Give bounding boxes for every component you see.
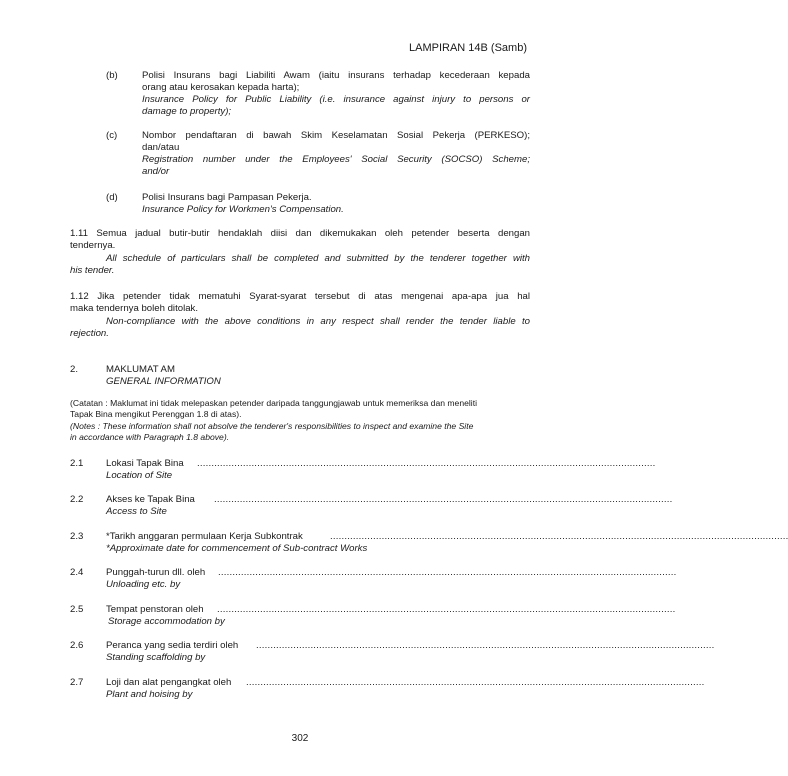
list-item-text-en: Insurance Policy for Public Liability (i.e. insurance against injury to persons or: [142, 94, 530, 105]
list-item-text-en: Insurance Policy for Workmen's Compensation.: [142, 204, 344, 215]
fill-in-line[interactable]: ................................................................................................................................................................: [218, 567, 677, 578]
clause-text-en: rejection.: [70, 328, 109, 339]
field-label-ms: Punggah-turun dll. oleh: [106, 567, 206, 578]
page-header: LAMPIRAN 14B (Samb): [409, 42, 527, 54]
list-item-text-ms: Polisi Insurans bagi Pampasan Pekerja.: [142, 192, 312, 203]
field-number: 2.7: [70, 677, 84, 688]
list-item-text-ms: Nombor pendaftaran di bawah Skim Keselamatan Sosial Pekerja (PERKESO);: [142, 130, 530, 141]
field-label-en: Access to Site: [106, 506, 167, 517]
field-number: 2.1: [70, 458, 84, 469]
field-number: 2.3: [70, 531, 84, 542]
clause-text-ms: maka tendernya boleh ditolak.: [70, 303, 198, 314]
field-label-en: Unloading etc. by: [106, 579, 181, 590]
list-item-text-en: Registration number under the Employees' Social Security (SOCSO) Scheme;: [142, 154, 530, 165]
list-item-text-ms: dan/atau: [142, 142, 180, 153]
fill-in-line[interactable]: ................................................................................................................................................................: [214, 494, 673, 505]
notes-ms: (Catatan : Maklumat ini tidak melepaskan petender daripada tanggungjawab untuk memeriksa dan meneliti: [70, 398, 478, 408]
field-label-en: *Approximate date for commencement of Sub-contract Works: [106, 543, 368, 554]
clause-text-ms: tendernya.: [70, 240, 116, 251]
clause-text-ms: 1.12 Jika petender tidak mematuhi Syarat-syarat tersebut di atas mengenai apa-apa jua hal: [70, 291, 530, 302]
section-title-en: GENERAL INFORMATION: [106, 376, 221, 387]
field-label-en: Standing scaffolding by: [106, 652, 206, 663]
field-number: 2.4: [70, 567, 84, 578]
clause-text-ms: 1.11 Semua jadual butir-butir hendaklah diisi dan dikemukakan oleh petender beserta dengan: [70, 228, 530, 239]
notes-en: in accordance with Paragraph 1.8 above).: [70, 432, 230, 442]
field-label-ms: *Tarikh anggaran permulaan Kerja Subkontrak: [106, 531, 303, 542]
field-label-en: Location of Site: [106, 470, 173, 481]
field-label-en: Storage accommodation by: [108, 616, 225, 627]
field-label-en: Plant and hoising by: [106, 689, 193, 700]
field-label-ms: Peranca yang sedia terdiri oleh: [106, 640, 239, 651]
fill-in-line[interactable]: ................................................................................................................................................................: [330, 531, 788, 542]
clause-text-en: All schedule of particulars shall be completed and submitted by the tenderer together with: [106, 253, 530, 264]
list-item-text-ms: orang atau kerosakan kepada harta);: [142, 82, 300, 93]
list-marker: (c): [106, 130, 118, 141]
list-marker: (d): [106, 192, 118, 203]
page-number: 302: [291, 733, 309, 744]
fill-in-line[interactable]: ................................................................................................................................................................: [217, 604, 676, 615]
notes-en: (Notes : These information shall not absolve the tenderer's responsibilities to inspect and examine the Site: [70, 421, 474, 431]
field-label-ms: Loji dan alat pengangkat oleh: [106, 677, 232, 688]
field-label-ms: Akses ke Tapak Bina: [106, 494, 195, 505]
fill-in-line[interactable]: ................................................................................................................................................................: [197, 458, 656, 469]
field-label-ms: Lokasi Tapak Bina: [106, 458, 184, 469]
field-number: 2.6: [70, 640, 84, 651]
field-number: 2.2: [70, 494, 84, 505]
notes-ms: Tapak Bina mengikut Perenggan 1.8 di atas).: [70, 409, 242, 419]
clause-text-en: Non-compliance with the above conditions in any respect shall render the tender liable to: [106, 316, 530, 327]
field-label-ms: Tempat penstoran oleh: [106, 604, 204, 615]
field-number: 2.5: [70, 604, 84, 615]
fill-in-line[interactable]: ................................................................................................................................................................: [246, 677, 705, 688]
list-item-text-en: and/or: [142, 166, 170, 177]
list-item-text-en: damage to property);: [142, 106, 232, 117]
list-item-text-ms: Polisi Insurans bagi Liabiliti Awam (iaitu insurans terhadap kecederaan kepada: [142, 70, 530, 81]
section-number: 2.: [70, 364, 79, 375]
list-marker: (b): [106, 70, 118, 81]
clause-text-en: his tender.: [70, 265, 115, 276]
section-title-ms: MAKLUMAT AM: [106, 364, 175, 375]
fill-in-line[interactable]: ................................................................................................................................................................: [256, 640, 715, 651]
